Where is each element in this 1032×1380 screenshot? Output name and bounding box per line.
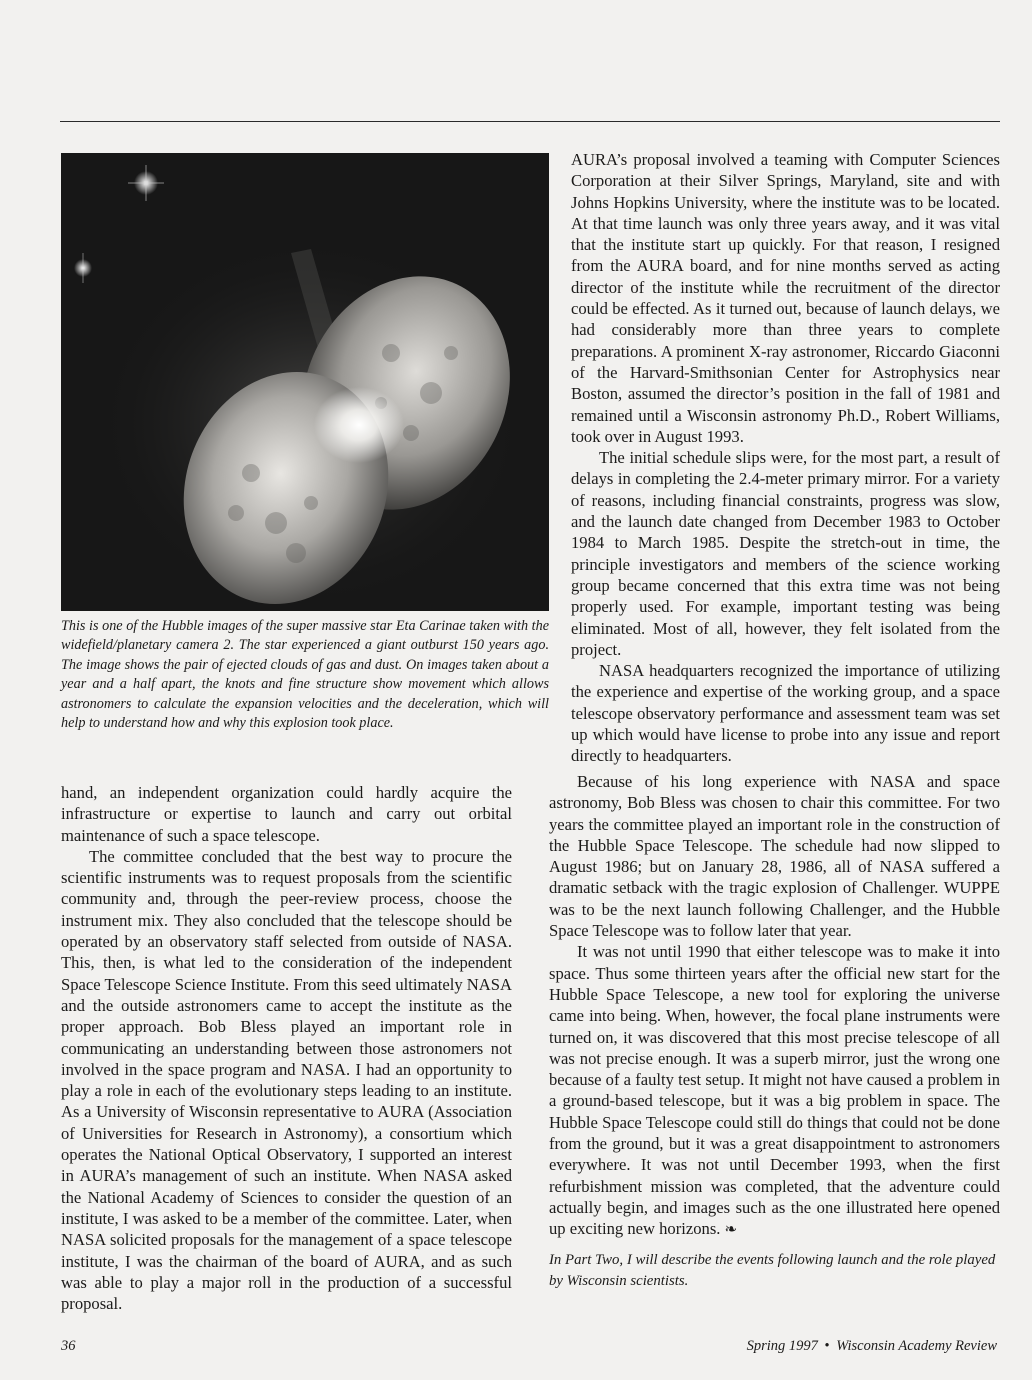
top-rule <box>60 121 1000 122</box>
left-column <box>61 782 512 1314</box>
issue-date: Spring 1997 <box>746 1338 818 1354</box>
right-column-upper <box>571 149 1000 767</box>
paragraph: AURA’s proposal involved a teaming with Computer Sciences Corporation at their Silver Springs, Maryland, site and with Johns Hopkins University, where the institute was to be located. At that time launch was only three years away, and it was vital that the institute start up quickly. For that reason, I resigned from the AURA board, and for nine months served as acting director of the institute while the recruitment of the director could be effected. As it turned out, because of launch delays, we had considerably more than three years to complete preparations. A prominent X-ray astronomer, Riccardo Giaconni of the Harvard-Smithsonian Center for Astrophysics near Boston, assumed the director’s position in the fall of 1981 and remained until a Wisconsin astronomy Ph.D., Robert Williams, took over in August 1993. <box>571 150 1000 446</box>
publication-name: Wisconsin Academy Review <box>836 1338 997 1354</box>
page-number: 36 <box>61 1338 76 1354</box>
paragraph: NASA headquarters recognized the importance of utilizing the experience and expertise of the working group, and a space telescope observatory performance and assessment team was set up which would have license to probe into any issue and report directly to headquarters. <box>571 661 1000 766</box>
footer-separator: • <box>824 1338 830 1354</box>
footer-publication <box>747 1338 997 1355</box>
paragraph-text: It was not until 1990 that either telescope was to make it into space. Thus some thirteen years after the official new start for the Hubble Space Telescope, a new tool for exploring the universe came into being. When, however, the focal plane instruments were turned on, it was discovered that this most precise telescope of all was not precise enough. It was a superb mirror, just the wrong one because of a faulty test setup. It might not have caused a problem in a ground-based telescope, but it was a big problem in space. The Hubble Space Telescope could still do things that could not be done from the ground, but it was a great disappointment to astronomers everywhere. It was not until December 1993, when the first refurbishment mission was completed, that the adventure could actually begin, and images such as the one illustrated here opened up exciting new horizons. <box>549 942 1000 1239</box>
closing-note: In Part Two, I will describe the events following launch and the role played by Wisconsin scientists. <box>549 1252 996 1289</box>
final-paragraph <box>549 941 1000 1241</box>
photo-caption: This is one of the Hubble images of the super massive star Eta Carinae taken with the widefield/planetary camera 2. The star experienced a giant outburst 150 years ago. The image shows the pair of ejected clouds of gas and dust. On images taken about a year and a half apart, the knots and fine structure show movement which allows astronomers to calculate the expansion velocities and the deceleration, which will help to understand how and why this explosion took place. <box>61 618 549 732</box>
paragraph: Because of his long experience with NASA and space astronomy, Bob Bless was chosen to chair this committee. For two years the committee played an important role in the construction of the Hubble Space Telescope. The schedule had now slipped to August 1986; but on January 28, 1986, all of NASA suffered a dramatic setback with the tragic explosion of Challenger. WUPPE was to be the next launch following Challenger, and the Hubble Space Telescope was to follow later that year. <box>549 772 1000 941</box>
paragraph: The committee concluded that the best way to procure the scientific instruments was to request proposals from the scientific community and, through the peer-review process, choose the instrument mix. They also concluded that the telescope should be operated by an observatory staff selected from outside of NASA. This, then, is what led to the consideration of the independent Space Telescope Science Institute. From this seed ultimately NASA and the outside astronomers came to accept the institute as the proper approach. Bob Bless played an important role in communicating an understanding between those astronomers not involved in the space program and NASA. I had an opportunity to play a role in each of the evolutionary steps leading to an institute. As a University of Wisconsin representative to AURA (Association of Universities for Research in Astronomy), a consortium which operates the National Optical Observatory, I supported an interest in AURA’s management of such an institute. When NASA asked the National Academy of Sciences to consider the question of an institute, I was asked to be a member of the committee. Later, when NASA solicited proposals for the management of a space telescope institute, I was the chairman of the board of AURA, and as such was able to play a major roll in the production of a successful proposal. <box>61 846 512 1314</box>
nebula-illustration <box>61 153 549 611</box>
paragraph: The initial schedule slips were, for the most part, a result of delays in completing the 2.4-meter primary mirror. For a variety of reasons, including financial constraints, progress was slow, and the launch date changed from December 1983 to October 1984 to March 1985. Despite the stretch-out in time, the principle investigators and members of the science working group became concerned that this extra time was not being properly used. For example, important testing was being eliminated. Most of all, however, they felt isolated from the project. <box>571 448 1000 659</box>
paragraph: hand, an independent organization could hardly acquire the infrastructure or expertise to launch and carry out orbital maintenance of such a space telescope. <box>61 783 512 845</box>
end-ornament-icon: ❧ <box>724 1222 738 1239</box>
eta-carinae-photo <box>61 153 549 611</box>
right-column-lower <box>549 771 1000 1242</box>
